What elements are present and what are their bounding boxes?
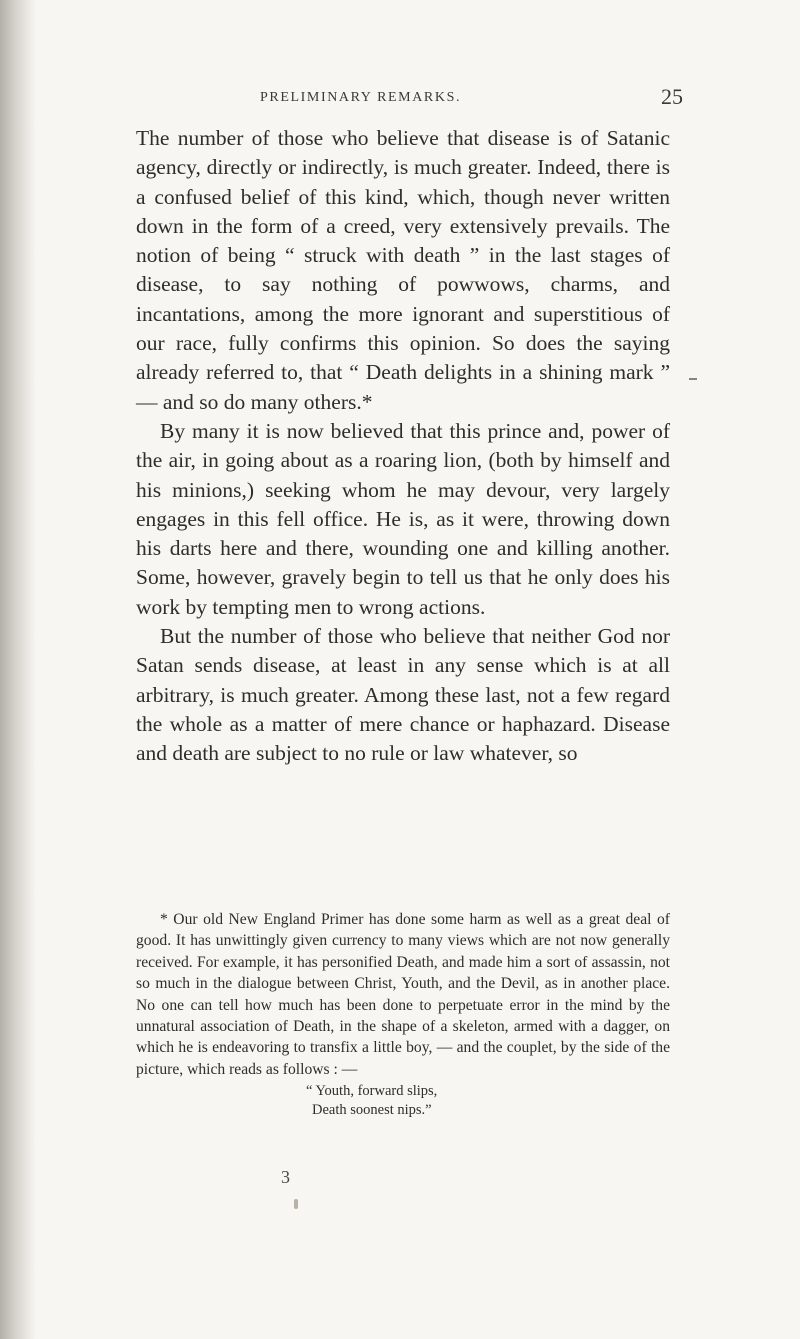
verse-couplet	[306, 1082, 670, 1120]
page-number: 25	[661, 84, 683, 109]
footnote	[136, 909, 670, 1120]
running-head	[0, 84, 800, 120]
verse-line: “ Youth, forward slips,	[306, 1083, 438, 1100]
paragraph: The number of those who believe that disease is of Satanic agency, directly or indirectly, is much greater. Indeed, there is a confused belief of this kind, which, though never written down in the form of a creed, very extensively prevails. The notion of being “ struck with death ” in the last stages of disease, to say nothing of powwows, charms, and incantations, among the more ignorant and superstitious of our race, fully confirms this opinion. So does the saying already referred to, that “ Death delights in a shining mark ” — and so do many others.*	[136, 126, 670, 414]
verse-line: Death soonest nips.”	[312, 1102, 432, 1119]
footnote-text: * Our old New England Primer has done some harm as well as a great deal of good. It has unwittingly given currency to many views which are not now generally received. For example, it has personified Death, and made him a sort of assassin, not so much in the dialogue between Christ, Youth, and the Devil, as in another place. No one can tell how much has been done to perpetuate error in the mind by the unnatural association of Death, in the shape of a skeleton, armed with a dagger, on which he is endeavoring to transfix a little boy, — and the couplet, by the side of the picture, which reads as follows : —	[136, 911, 670, 1078]
paragraph: By many it is now believed that this prince and, power of the air, in going about as a roaring lion, (both by himself and his minions,) seeking whom he may devour, very largely engages in this fell office. He is, as it were, throwing down his darts here and there, wounding one and killing another. Some, however, gravely begin to tell us that he only does his work by tempting men to wrong actions.	[136, 418, 670, 619]
binding-shadow	[0, 0, 36, 1339]
stray-mark	[689, 378, 697, 380]
paragraph: But the number of those who believe that neither God nor Satan sends disease, at least in any sense which is at all arbitrary, is much greater. Among these last, not a few regard the whole as a matter of mere chance or haphazard. Disease and death are subject to no rule or law whatever, so	[136, 624, 670, 766]
body-text	[136, 124, 670, 769]
running-head-title: PRELIMINARY REMARKS.	[260, 90, 462, 105]
ink-speck	[294, 1199, 298, 1209]
signature-mark: 3	[281, 1167, 290, 1187]
